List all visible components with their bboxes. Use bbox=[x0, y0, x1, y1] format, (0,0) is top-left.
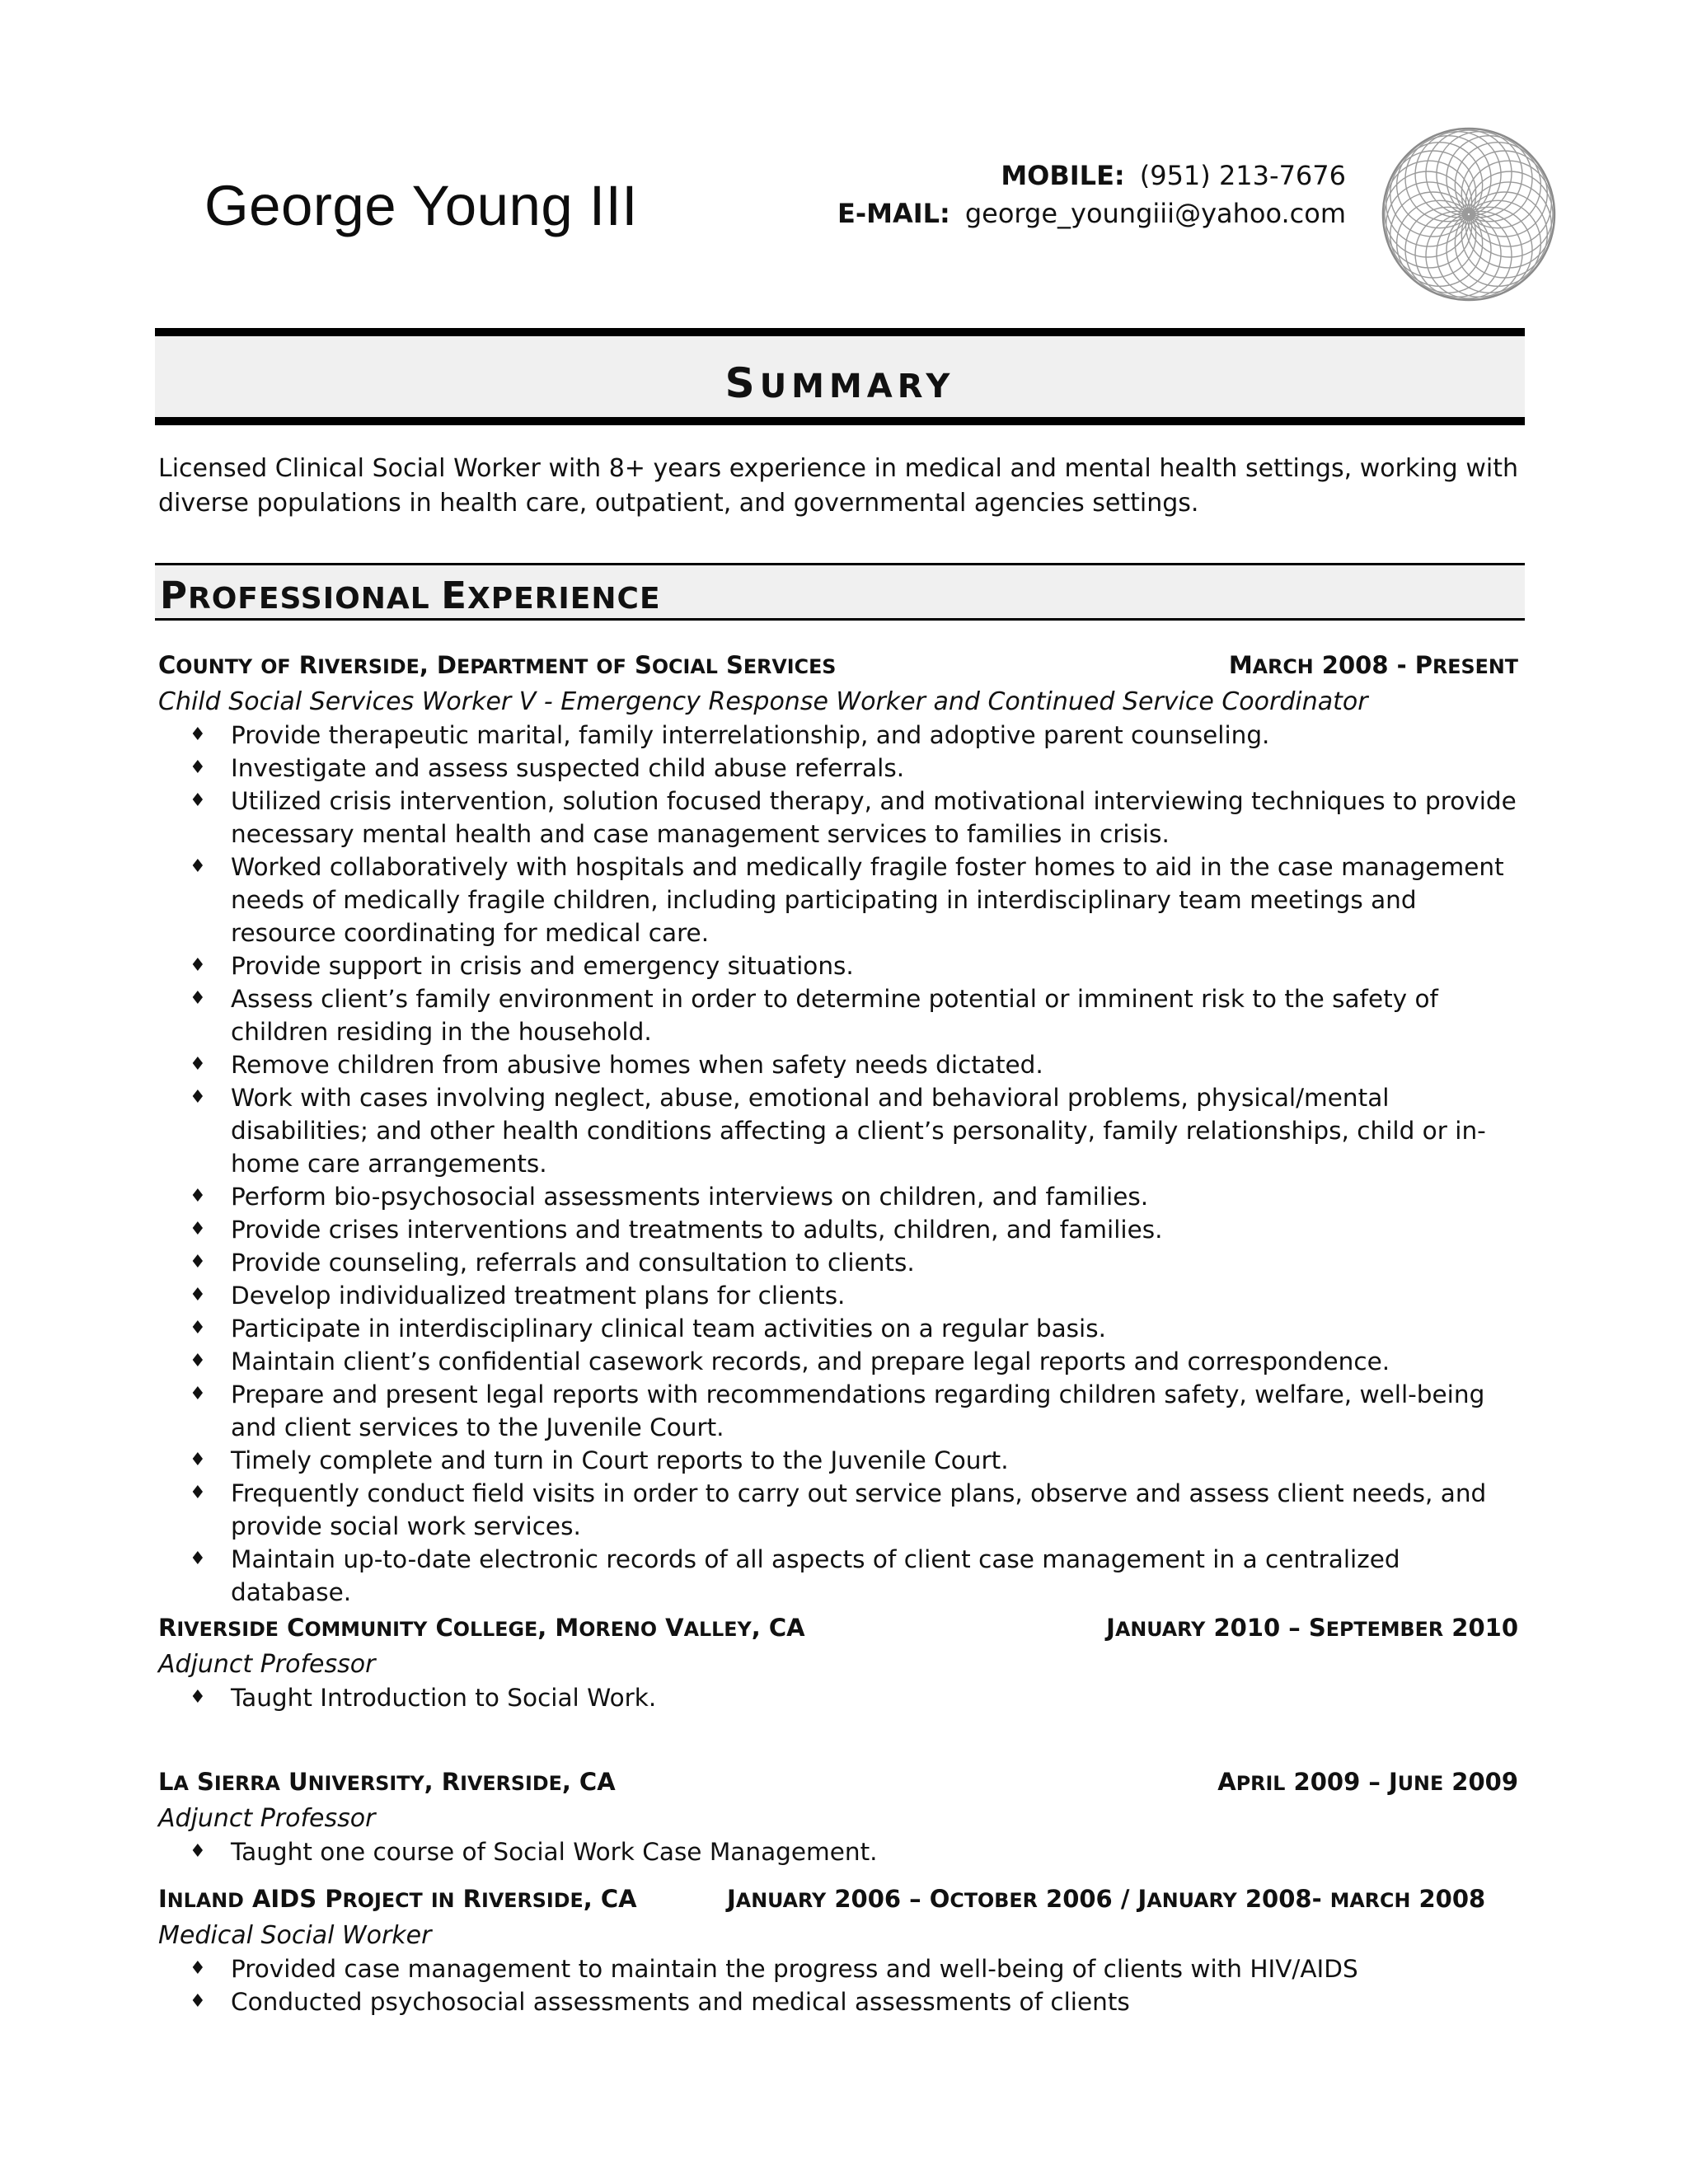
diamond-bullet-icon: ♦ bbox=[190, 1991, 206, 2012]
job-title: Medical Social Worker bbox=[158, 1921, 432, 1950]
summary-header-band bbox=[155, 328, 1525, 425]
experience-header-band bbox=[155, 563, 1525, 621]
duty-text: Maintain client’s confidential casework records, and prepare legal reports and correspondence. bbox=[231, 1347, 1390, 1376]
job-entry bbox=[158, 651, 1518, 1609]
mobile-line bbox=[837, 157, 1346, 194]
duty-text: Provide crises interventions and treatments to adults, children, and families. bbox=[231, 1216, 1163, 1244]
duty-item bbox=[158, 1312, 1518, 1345]
summary-text: Licensed Clinical Social Worker with 8+ years experience in medical and mental health settings, working with diverse populations in health care, outpatient, and governmental agencies settings. bbox=[158, 454, 1518, 518]
duty-text: Participate in interdisciplinary clinical team activities on a regular basis. bbox=[231, 1315, 1106, 1343]
job-title: Child Social Services Worker V - Emergency Response Worker and Continued Service Coordinator bbox=[158, 687, 1368, 716]
diamond-bullet-icon: ♦ bbox=[190, 1252, 206, 1272]
duty-text: Provide therapeutic marital, family interrelationship, and adoptive parent counseling. bbox=[231, 721, 1270, 749]
diamond-bullet-icon: ♦ bbox=[190, 1549, 206, 1569]
duty-text: Work with cases involving neglect, abuse, emotional and behavioral problems, physical/mental disabilities; and other health conditions affecting a client’s personality, family relationships, child or in-home care arrangements. bbox=[231, 1084, 1486, 1178]
diamond-bullet-icon: ♦ bbox=[190, 757, 206, 778]
job-organization: COUNTY OF RIVERSIDE, DEPARTMENT OF SOCIAL SERVICES bbox=[158, 651, 837, 679]
diamond-bullet-icon: ♦ bbox=[190, 955, 206, 976]
duty-text: Conducted psychosocial assessments and medical assessments of clients bbox=[231, 1988, 1130, 2016]
duty-item bbox=[158, 1279, 1518, 1312]
duty-item bbox=[158, 1477, 1518, 1543]
duty-text: Taught Introduction to Social Work. bbox=[231, 1684, 657, 1712]
duty-item bbox=[158, 949, 1518, 982]
diamond-bullet-icon: ♦ bbox=[190, 1351, 206, 1371]
duty-item bbox=[158, 1444, 1518, 1477]
diamond-bullet-icon: ♦ bbox=[190, 988, 206, 1009]
duty-item bbox=[158, 1345, 1518, 1378]
diamond-bullet-icon: ♦ bbox=[190, 1318, 206, 1338]
duty-text: Maintain up-to-date electronic records of all aspects of client case management in a centralized database. bbox=[231, 1545, 1400, 1606]
mobile-number: (951) 213-7676 bbox=[1139, 160, 1346, 191]
duty-item bbox=[158, 1048, 1518, 1081]
diamond-bullet-icon: ♦ bbox=[190, 1285, 206, 1305]
duty-item bbox=[158, 1180, 1518, 1213]
diamond-bullet-icon: ♦ bbox=[190, 1054, 206, 1075]
duty-item bbox=[158, 851, 1518, 949]
diamond-bullet-icon: ♦ bbox=[190, 1219, 206, 1240]
mobile-label: MOBILE: bbox=[1001, 160, 1125, 191]
duty-text: Assess client’s family environment in order to determine potential or imminent risk to the safety of children residing in the household. bbox=[231, 985, 1438, 1046]
summary-heading: SUMMARY bbox=[724, 359, 955, 407]
job-title: Adjunct Professor bbox=[158, 1804, 376, 1833]
duty-item bbox=[158, 1681, 1518, 1714]
job-entry bbox=[158, 1614, 1518, 1714]
duty-text: Utilized crisis intervention, solution focused therapy, and motivational interviewing techniques to provide necessary mental health and case management services to families in crisis. bbox=[231, 787, 1517, 848]
duty-text: Perform bio-psychosocial assessments interviews on children, and families. bbox=[231, 1183, 1149, 1211]
duty-item bbox=[158, 1835, 1518, 1868]
job-organization: INLAND AIDS PROJECT IN RIVERSIDE, CA bbox=[158, 1885, 637, 1913]
duty-text: Develop individualized treatment plans for clients. bbox=[231, 1282, 846, 1310]
job-organization: LA SIERRA UNIVERSITY, RIVERSIDE, CA bbox=[158, 1768, 616, 1796]
duty-item bbox=[158, 752, 1518, 785]
duty-item bbox=[158, 785, 1518, 851]
duty-text: Worked collaboratively with hospitals and medically fragile foster homes to aid in the case management needs of medically fragile children, including participating in interdisciplinary team meetings and resource coordinating for medical care. bbox=[231, 853, 1504, 947]
job-duties-list bbox=[158, 719, 1518, 1609]
job-duties-list bbox=[158, 1681, 1518, 1714]
duty-text: Timely complete and turn in Court reports to the Juvenile Court. bbox=[231, 1446, 1009, 1474]
job-duties-list bbox=[158, 1952, 1518, 2018]
diamond-bullet-icon: ♦ bbox=[190, 1841, 206, 1862]
experience-heading: PROFESSIONAL EXPERIENCE bbox=[160, 574, 661, 617]
diamond-bullet-icon: ♦ bbox=[190, 1384, 206, 1404]
duty-text: Frequently conduct field visits in order to carry out service plans, observe and assess client needs, and provide social work services. bbox=[231, 1479, 1487, 1540]
duty-text: Provided case management to maintain the progress and well-being of clients with HIV/AIDS bbox=[231, 1955, 1358, 1983]
diamond-bullet-icon: ♦ bbox=[190, 790, 206, 811]
resume-name: George Young III bbox=[204, 174, 638, 237]
email-line bbox=[837, 194, 1346, 232]
duty-text: Taught one course of Social Work Case Management. bbox=[231, 1838, 878, 1866]
duty-text: Investigate and assess suspected child abuse referrals. bbox=[231, 754, 905, 782]
job-dates: JANUARY 2010 – SEPTEMBER 2010 bbox=[1106, 1614, 1518, 1642]
diamond-bullet-icon: ♦ bbox=[190, 1087, 206, 1108]
diamond-bullet-icon: ♦ bbox=[190, 1483, 206, 1503]
duty-item bbox=[158, 1213, 1518, 1246]
job-organization: RIVERSIDE COMMUNITY COLLEGE, MORENO VALLEY, CA bbox=[158, 1614, 805, 1642]
diamond-bullet-icon: ♦ bbox=[190, 856, 206, 877]
spirograph-logo-icon bbox=[1378, 124, 1559, 305]
diamond-bullet-icon: ♦ bbox=[190, 1450, 206, 1470]
job-dates: APRIL 2009 – JUNE 2009 bbox=[1217, 1768, 1518, 1796]
job-dates: JANUARY 2006 – OCTOBER 2006 / JANUARY 2008- MARCH 2008 bbox=[727, 1885, 1486, 1913]
duty-item bbox=[158, 1985, 1518, 2018]
email-address: george_youngiii@yahoo.com bbox=[964, 198, 1346, 229]
job-duties-list bbox=[158, 1835, 1518, 1868]
job-entry bbox=[158, 1885, 1518, 2018]
duty-text: Provide counseling, referrals and consultation to clients. bbox=[231, 1249, 915, 1277]
contact-block bbox=[837, 157, 1346, 232]
duty-item bbox=[158, 1081, 1518, 1180]
duty-item bbox=[158, 982, 1518, 1048]
duty-item bbox=[158, 1378, 1518, 1444]
job-entry bbox=[158, 1768, 1518, 1868]
duty-item bbox=[158, 719, 1518, 752]
duty-text: Remove children from abusive homes when safety needs dictated. bbox=[231, 1051, 1043, 1079]
duty-text: Prepare and present legal reports with recommendations regarding children safety, welfare, well-being and client services to the Juvenile Court. bbox=[231, 1380, 1485, 1441]
diamond-bullet-icon: ♦ bbox=[190, 1186, 206, 1207]
duty-text: Provide support in crisis and emergency situations. bbox=[231, 952, 854, 980]
duty-item bbox=[158, 1952, 1518, 1985]
diamond-bullet-icon: ♦ bbox=[190, 1687, 206, 1708]
job-title: Adjunct Professor bbox=[158, 1650, 376, 1679]
duty-item bbox=[158, 1246, 1518, 1279]
duty-item bbox=[158, 1543, 1518, 1609]
diamond-bullet-icon: ♦ bbox=[190, 724, 206, 745]
email-label: E-MAIL: bbox=[837, 198, 950, 229]
diamond-bullet-icon: ♦ bbox=[190, 1958, 206, 1979]
job-dates: MARCH 2008 - PRESENT bbox=[1228, 651, 1518, 679]
